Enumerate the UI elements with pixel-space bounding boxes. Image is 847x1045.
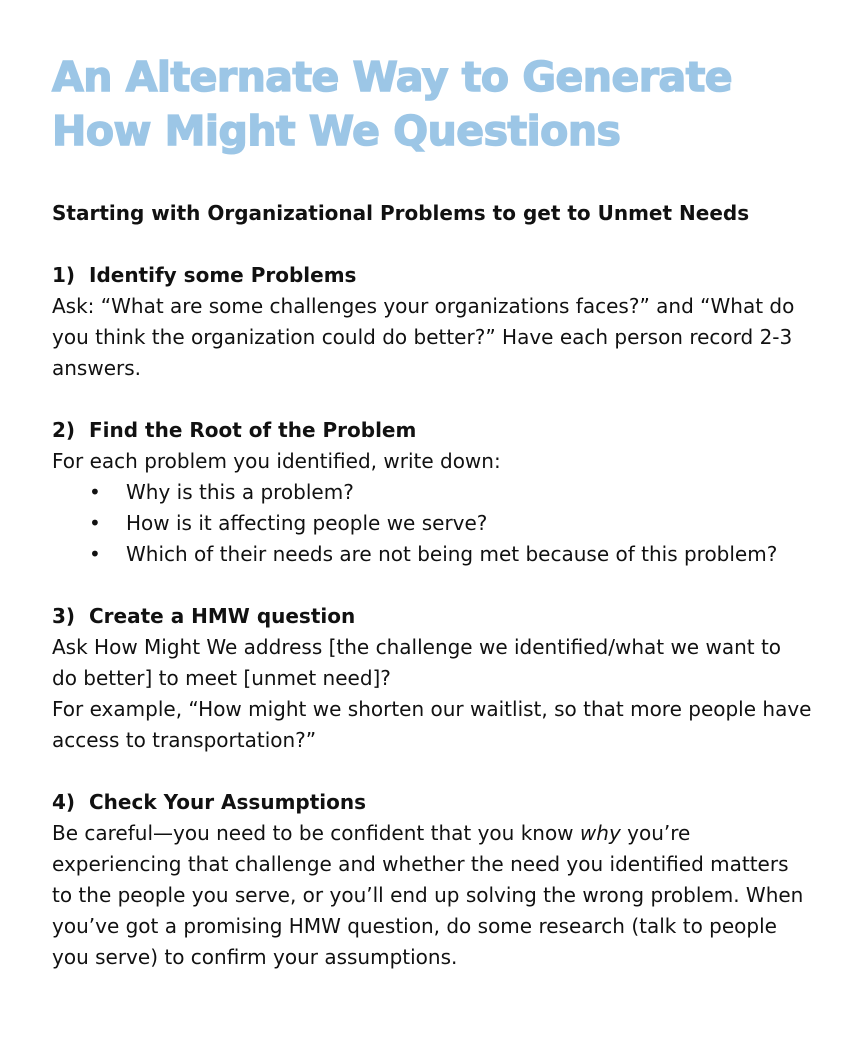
section-number: 1) <box>52 263 76 287</box>
section-find-root <box>52 415 812 570</box>
list-item <box>52 508 812 539</box>
section-body: Ask: “What are some challenges your organizations faces?” and “What do you think the organization could do better?” Have each person record 2-3 answers. <box>52 294 795 380</box>
section-title: Check Your Assumptions <box>89 790 367 814</box>
section-heading <box>52 415 812 446</box>
list-item-text: Which of their needs are not being met because of this problem? <box>126 542 778 566</box>
section-title: Find the Root of the Problem <box>89 418 417 442</box>
bullet-icon: • <box>89 511 101 535</box>
document-page <box>52 50 812 973</box>
bullet-list <box>52 477 812 570</box>
section-intro: For each problem you identified, write down: <box>52 449 501 473</box>
section-number: 3) <box>52 604 76 628</box>
title-line-1: An Alternate Way to Generate <box>52 53 733 101</box>
section-create-hmw <box>52 601 812 756</box>
section-title: Identify some Problems <box>89 263 357 287</box>
section-heading <box>52 601 812 632</box>
section-number: 4) <box>52 790 76 814</box>
section-heading <box>52 787 812 818</box>
section-body: Ask How Might We address [the challenge we identified/what we want to do better] to meet [unmet need]? <box>52 635 782 690</box>
subtitle: Starting with Organizational Problems to get to Unmet Needs <box>52 201 750 225</box>
body-emphasis: why <box>579 821 621 845</box>
list-item-text: Why is this a problem? <box>126 480 354 504</box>
list-item <box>52 477 812 508</box>
list-item-text: How is it affecting people we serve? <box>126 511 488 535</box>
page-title <box>52 50 812 158</box>
bullet-icon: • <box>89 542 101 566</box>
title-line-2: How Might We Questions <box>52 107 621 155</box>
section-check-assumptions <box>52 787 812 973</box>
section-identify-problems <box>52 260 812 384</box>
section-example: For example, “How might we shorten our waitlist, so that more people have access to transportation?” <box>52 697 812 752</box>
section-heading <box>52 260 812 291</box>
list-item <box>52 539 812 570</box>
body-text-end: you’re experiencing that challenge and whether the need you identified matters to the people you serve, or you’ll end up solving the wrong problem. When you’ve got a promising HMW question, do some research (talk to people you serve) to confirm your assumptions. <box>52 821 804 969</box>
body-text-start: Be careful—you need to be confident that you know <box>52 821 580 845</box>
section-title: Create a HMW question <box>89 604 356 628</box>
bullet-icon: • <box>89 480 101 504</box>
section-body <box>52 818 812 973</box>
section-number: 2) <box>52 418 76 442</box>
